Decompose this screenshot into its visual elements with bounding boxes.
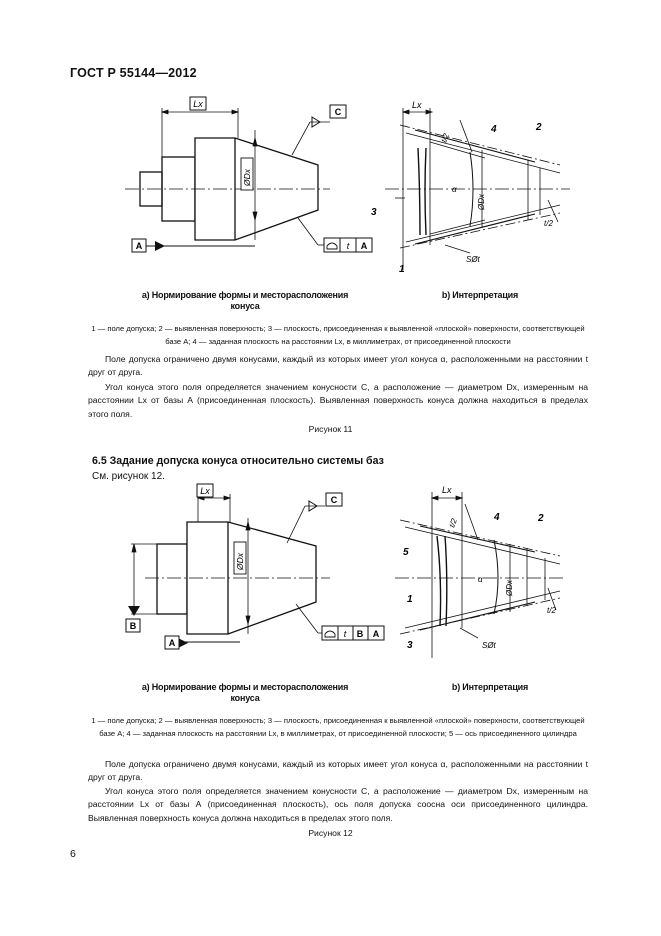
fig11b-n4: 4 (491, 124, 497, 135)
fig11-caption-b: b) Интерпретация (441, 290, 519, 300)
fig12b-dx: ØDx (505, 580, 514, 596)
fig12b-lx-label: Lx (442, 485, 452, 495)
figure-12-name: Рисунок 12 (308, 828, 353, 838)
fig12b-sd: SØt (482, 641, 496, 650)
fig11-paragraph-1: Поле допуска ограничено двумя конусами, каждый из которых имеет угол конуса α, расположенными на расстоянии t друг от друга. (88, 354, 588, 378)
fig11-dx-label: ØDx (242, 169, 252, 186)
fig12-a-label: A (168, 638, 176, 648)
fig11b-t2-right: t/2 (544, 219, 553, 228)
figure-11-name: Рисунок 11 (308, 424, 353, 434)
fig12-t-label: t (343, 629, 347, 639)
fig11-caption-a: а) Нормирование формы и месторасположения конуса (141, 290, 349, 311)
page-number: 6 (70, 848, 76, 860)
fig12-legend: 1 — поле допуска; 2 — выявленная поверхность; 3 — плоскость, присоединенная к выявленной «плоской» поверхности, соответствующей базе А; 4 — заданная плоскость на расстоянии Lx, в миллиметрах, от присоединенной плоскости; 5 — ось присоединенного цилиндра (91, 716, 585, 738)
fig11b-t2-top: t/2 (439, 132, 451, 144)
fig12-lx-label: Lx (200, 486, 210, 496)
fig12-a2-label: A (372, 629, 380, 639)
fig12-paragraph-1: Поле допуска ограничено двумя конусами, каждый из которых имеет угол конуса α, расположенными на расстоянии t друг от друга. (88, 759, 588, 783)
fig11-c-label: C (334, 107, 342, 117)
fig12-dx-label: ØDx (235, 553, 245, 570)
fig12b-n1: 1 (407, 594, 413, 605)
fig11-legend: 1 — поле допуска; 2 — выявленная поверхность; 3 — плоскость, присоединенная к выявленной «плоской» поверхности, соответствующей базе А; 4 — заданная плоскость на расстоянии Lx, в миллиметрах, от присоединенной плоскости (91, 324, 585, 346)
fig11b-n3: 3 (371, 207, 377, 218)
fig12-caption-a: а) Нормирование формы и месторасположения конуса (141, 682, 349, 703)
fig11-paragraph-2: Угол конуса этого поля определяется значением конусности C, а расположение — диаметром Dx, измеренным на расстоянии Lx от базы А (присоединенная плоскость). Выявленная поверхность конуса должна находиться в пределах этого поля. (88, 382, 588, 419)
figure-11-drawing (0, 0, 661, 300)
fig12b-t2-right: t/2 (547, 606, 556, 615)
fig12b-t2-top: t/2 (447, 517, 459, 529)
fig12-paragraph-2: Угол конуса этого поля определяется значением конусности C, а расположение — диаметром Dx, измеренным на расстоянии Lx от базы А (присоединенная плоскость), ось поля допуска соосна оси присоединенного цилиндра. Выявленная поверхность конуса должна находиться в пределах этого поля. (88, 786, 588, 823)
fig11b-dx: ØDx (477, 194, 486, 210)
fig11b-lx-label: Lx (412, 100, 422, 110)
fig11b-n2: 2 (536, 122, 542, 133)
fig12-c-label: C (330, 495, 338, 505)
fig11-lx-label: Lx (193, 99, 203, 109)
fig12b-n2: 2 (538, 513, 544, 524)
fig11b-alpha: α (452, 185, 457, 194)
fig11-a-label: A (135, 241, 143, 251)
figure-12-drawing (0, 478, 661, 688)
fig11-t-label: t (346, 241, 350, 251)
fig12b-alpha: α (478, 575, 483, 584)
fig12b-n5: 5 (403, 547, 409, 558)
fig12b-n4: 4 (494, 512, 500, 523)
fig11b-sd: SØt (466, 255, 480, 264)
fig12b-n3: 3 (407, 640, 413, 651)
fig11-a2-label: A (360, 241, 368, 251)
fig12-b2-label: B (356, 629, 364, 639)
section-title: 6.5 Задание допуска конуса относительно системы баз (92, 455, 384, 467)
fig12-caption-b: b) Интерпретация (451, 682, 529, 692)
document-header: ГОСТ Р 55144—2012 (70, 66, 197, 80)
fig12-b-label: B (129, 621, 137, 631)
section-see-reference: См. рисунок 12. (92, 471, 165, 482)
fig11b-n1: 1 (399, 264, 405, 275)
